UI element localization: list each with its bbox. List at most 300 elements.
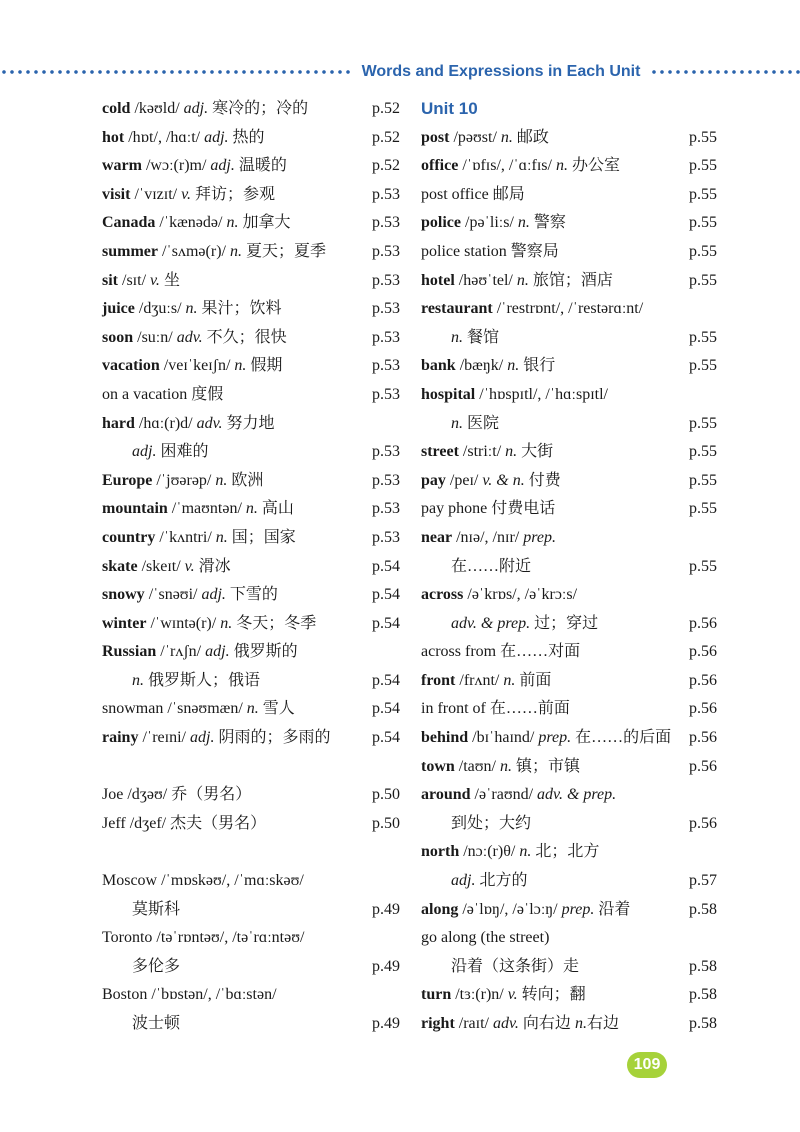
entry-text <box>102 181 275 210</box>
part-of-speech: adj. <box>204 128 229 146</box>
part-of-speech: adj. <box>132 443 157 461</box>
pronunciation: /skeɪt/ <box>137 557 185 575</box>
entry-text <box>421 838 599 867</box>
entry-text <box>451 610 598 639</box>
page-ref: p.49 <box>372 900 400 918</box>
vocab-entry <box>102 124 400 153</box>
definition: 果汁；饮料 <box>197 300 282 318</box>
vocab-entry <box>421 381 717 410</box>
definition: 困难的 <box>156 443 209 461</box>
pronunciation: /pəʊst/ <box>449 128 501 146</box>
page-ref: p.56 <box>689 614 717 632</box>
pronunciation: /taʊn/ <box>454 757 500 775</box>
pronunciation: post office 邮局 <box>421 185 525 203</box>
headword: warm <box>102 157 142 175</box>
definition: 俄罗斯人；俄语 <box>144 671 261 689</box>
pronunciation: /peɪ/ <box>445 471 483 489</box>
part-of-speech: adv. <box>493 1015 519 1032</box>
vocab-entry <box>421 753 717 782</box>
headword: across <box>421 586 464 604</box>
pronunciation: /ˈjʊərəp/ <box>152 471 216 489</box>
pronunciation: /tɜː(r)n/ <box>451 986 508 1004</box>
vocab-entry <box>102 896 400 925</box>
headword: hotel <box>421 271 455 289</box>
part-of-speech: v. <box>150 271 160 289</box>
headword: turn <box>421 986 452 1004</box>
page-ref: p.56 <box>689 729 717 747</box>
headword: snowy <box>102 586 145 604</box>
part-of-speech: n. <box>574 1015 587 1032</box>
vocab-entry <box>102 95 400 124</box>
entry-text <box>421 438 553 467</box>
entry-text <box>421 753 580 782</box>
page-ref: p.57 <box>689 872 717 890</box>
entry-text <box>102 152 287 181</box>
vocab-entry <box>102 524 400 553</box>
definition: 不久；很快 <box>202 328 287 346</box>
pronunciation: /ˈkʌntri/ <box>155 528 216 546</box>
page-ref: p.53 <box>372 443 400 461</box>
vocab-entry <box>421 953 717 982</box>
vocab-entry <box>421 238 717 267</box>
definition: 餐馆 <box>463 328 500 346</box>
pronunciation: /əˈraʊnd/ <box>470 786 538 804</box>
vocab-entry <box>421 724 717 753</box>
page-ref: p.54 <box>372 700 400 718</box>
pronunciation: /kəʊld/ <box>130 100 184 117</box>
entry-text <box>421 238 559 267</box>
definition: 欧洲 <box>227 471 264 489</box>
vocab-entry <box>102 695 400 724</box>
vocab-entry <box>421 352 717 381</box>
vocab-entry <box>102 295 400 324</box>
definition: 滑冰 <box>194 557 231 575</box>
pronunciation: police station 警察局 <box>421 242 559 260</box>
page-ref: p.55 <box>689 157 717 175</box>
pronunciation: Joe /dʒəʊ/ 乔（男名） <box>102 786 252 804</box>
vocab-entry <box>421 267 717 296</box>
entry-text <box>421 209 566 238</box>
vocab-entry <box>421 867 717 896</box>
pronunciation: /ˈhɒspɪtl/, /ˈhɑːspɪtl/ <box>475 385 608 403</box>
headword: police <box>421 214 461 232</box>
headword: mountain <box>102 500 168 518</box>
right-column <box>421 95 717 1039</box>
part-of-speech: n. <box>185 300 198 318</box>
pronunciation: go along (the street) <box>421 929 550 947</box>
part-of-speech: n. <box>503 671 516 689</box>
blank-line <box>102 753 400 782</box>
page-ref: p.53 <box>372 242 400 260</box>
definition: 在……的后面 <box>571 729 672 747</box>
page-ref: p.54 <box>372 557 400 575</box>
page-ref: p.53 <box>372 185 400 203</box>
entry-text <box>421 467 561 496</box>
vocab-entry <box>421 810 717 839</box>
definition: 下雪的 <box>225 586 278 604</box>
headword: soon <box>102 328 134 346</box>
definition: 镇；市镇 <box>512 757 581 775</box>
pronunciation: Unit 10 <box>421 99 478 118</box>
page-ref: p.54 <box>372 671 400 689</box>
definition: 假期 <box>246 357 283 375</box>
part-of-speech: n. <box>451 328 463 346</box>
definition: 警察 <box>529 214 566 232</box>
page-ref: p.49 <box>372 957 400 975</box>
entry-text <box>102 810 266 839</box>
vocab-entry <box>421 524 717 553</box>
vocab-entry <box>421 324 717 353</box>
definition: 过；穿过 <box>530 614 599 632</box>
vocab-entry <box>421 781 717 810</box>
page-ref: p.53 <box>372 214 400 232</box>
vocab-entry <box>102 810 400 839</box>
entry-text <box>421 267 613 296</box>
pronunciation: snowman /ˈsnəʊmæn/ <box>102 700 247 718</box>
entry-text <box>421 667 551 696</box>
pronunciation: /veɪˈkeɪʃn/ <box>159 357 235 375</box>
entry-text <box>451 810 531 839</box>
headword: post <box>421 128 450 146</box>
pronunciation: on a vacation 度假 <box>102 385 224 403</box>
pronunciation: /həʊˈtel/ <box>454 271 517 289</box>
part-of-speech: n. <box>215 471 228 489</box>
page-ref: p.55 <box>689 557 717 575</box>
part-of-speech: prep. <box>561 900 595 918</box>
vocab-entry <box>102 953 400 982</box>
pronunciation: /dʒuːs/ <box>134 300 186 318</box>
vocab-entry <box>421 124 717 153</box>
headword: Europe <box>102 471 153 489</box>
pronunciation: in front of 在……前面 <box>421 700 570 718</box>
entry-text <box>102 238 326 267</box>
entry-text <box>421 295 643 324</box>
page-ref: p.53 <box>372 328 400 346</box>
part-of-speech: v. <box>507 986 518 1004</box>
part-of-speech: v. & n. <box>482 471 525 489</box>
dotted-rule-left <box>0 70 350 74</box>
vocab-entry <box>421 924 717 953</box>
headword: sit <box>102 271 118 289</box>
page-number-badge: 109 <box>627 1052 667 1078</box>
part-of-speech: adj. <box>201 586 226 604</box>
pronunciation: /hɒt/, /hɑːt/ <box>124 128 205 146</box>
pronunciation: 沿着（这条街）走 <box>451 957 580 975</box>
page-ref: p.53 <box>372 385 400 403</box>
entry-text <box>102 638 298 667</box>
vocab-entry <box>421 896 717 925</box>
definition: 银行 <box>519 357 556 375</box>
entry-text <box>421 781 616 810</box>
entry-text <box>132 667 260 696</box>
entry-text <box>451 953 579 982</box>
vocab-entry <box>102 438 400 467</box>
entry-text <box>102 95 308 124</box>
definition: 俄罗斯的 <box>229 643 298 661</box>
definition: 右边 <box>586 1015 619 1032</box>
vocab-entry <box>102 553 400 582</box>
vocab-entry <box>102 181 400 210</box>
part-of-speech: n. <box>229 242 242 260</box>
pronunciation: pay phone 付费电话 <box>421 500 556 518</box>
definition: 努力地 <box>222 414 275 432</box>
pronunciation: /striːt/ <box>458 443 506 461</box>
vocab-entry <box>421 638 717 667</box>
entry-text <box>451 553 531 582</box>
page-ref: p.58 <box>689 986 717 1004</box>
vocab-entry <box>102 209 400 238</box>
page-ref: p.55 <box>689 414 717 432</box>
entry-text <box>421 724 671 753</box>
headword: near <box>421 528 453 546</box>
entry-text <box>421 124 549 153</box>
definition: 邮政 <box>512 128 549 146</box>
pronunciation: /pəˈliːs/ <box>461 214 518 232</box>
vocab-entry <box>102 152 400 181</box>
pronunciation: /ˈkænədə/ <box>155 214 227 232</box>
page-ref: p.54 <box>372 729 400 747</box>
entry-text <box>102 610 316 639</box>
pronunciation: /ˈrestrɒnt/, /ˈrestərɑːnt/ <box>492 300 644 318</box>
entry-text <box>421 181 525 210</box>
headword: rainy <box>102 729 139 747</box>
part-of-speech: adj. <box>190 729 215 747</box>
definition: 向右边 <box>518 1015 575 1032</box>
pronunciation: /ˈmaʊntən/ <box>167 500 246 518</box>
definition: 转向；翻 <box>517 986 586 1004</box>
page-ref: p.52 <box>372 100 400 117</box>
page-ref: p.55 <box>689 328 717 346</box>
page-ref: p.52 <box>372 157 400 175</box>
pronunciation: /nɔː(r)θ/ <box>459 843 520 861</box>
vocab-entry <box>421 838 717 867</box>
page-ref: p.56 <box>689 757 717 775</box>
page-ref: p.56 <box>689 643 717 661</box>
pronunciation: /əˈlɒŋ/, /əˈlɔːŋ/ <box>458 900 562 918</box>
headword: town <box>421 757 455 775</box>
entry-text <box>421 352 555 381</box>
entry-text <box>102 581 278 610</box>
part-of-speech: n. <box>234 357 247 375</box>
vocab-entry <box>421 438 717 467</box>
page-ref: p.53 <box>372 357 400 375</box>
vocab-entry <box>421 295 717 324</box>
part-of-speech: n. <box>516 271 529 289</box>
vocab-entry <box>421 695 717 724</box>
headword: street <box>421 443 459 461</box>
vocab-entry <box>421 610 717 639</box>
pronunciation: 在……附近 <box>451 557 532 575</box>
vocab-entry <box>102 352 400 381</box>
definition: 热的 <box>228 128 265 146</box>
headword: Canada <box>102 214 156 232</box>
definition: 夏天；夏季 <box>241 242 326 260</box>
headword: pay <box>421 471 446 489</box>
entry-text <box>421 695 570 724</box>
part-of-speech: n. <box>500 128 513 146</box>
page-ref: p.55 <box>689 128 717 146</box>
vocab-entry <box>421 667 717 696</box>
part-of-speech: n. <box>220 614 233 632</box>
definition: 北；北方 <box>531 843 600 861</box>
part-of-speech: n. <box>215 528 228 546</box>
vocab-entry <box>102 467 400 496</box>
vocab-entry <box>102 867 400 896</box>
vocab-entry <box>421 152 717 181</box>
entry-text <box>421 924 549 953</box>
pronunciation: Jeff /dʒef/ 杰夫（男名） <box>102 814 267 832</box>
entry-text <box>102 924 304 953</box>
entry-text <box>132 896 180 925</box>
headword: juice <box>102 300 135 318</box>
headword: office <box>421 157 459 175</box>
headword: country <box>102 528 156 546</box>
vocab-entry <box>421 553 717 582</box>
headword: visit <box>102 185 131 203</box>
headword: bank <box>421 357 456 375</box>
headword: Russian <box>102 643 157 661</box>
vocab-entry <box>421 467 717 496</box>
entry-text <box>421 95 478 124</box>
blank-line <box>102 838 400 867</box>
entry-text <box>102 410 275 439</box>
headword: winter <box>102 614 147 632</box>
entry-text <box>102 695 295 724</box>
headword: right <box>421 1015 455 1032</box>
entry-text <box>102 867 304 896</box>
vocab-entry <box>102 495 400 524</box>
part-of-speech: n. <box>505 443 518 461</box>
pronunciation: Toronto /təˈrɒntəʊ/, /təˈrɑːntəʊ/ <box>102 929 305 947</box>
definition: 温暖的 <box>234 157 287 175</box>
vocab-entry <box>102 381 400 410</box>
page-ref: p.56 <box>689 814 717 832</box>
part-of-speech: v. <box>184 557 195 575</box>
vocab-entry <box>102 581 400 610</box>
part-of-speech: adj. <box>210 157 235 175</box>
page-ref: p.58 <box>689 900 717 918</box>
entry-text <box>421 152 620 181</box>
vocab-entry <box>421 981 717 1010</box>
entry-text <box>102 553 231 582</box>
entry-text <box>102 381 223 410</box>
header-title: Words and Expressions in Each Unit <box>361 63 641 80</box>
entry-text <box>421 495 555 524</box>
entry-text <box>102 724 330 753</box>
entry-text <box>102 124 265 153</box>
part-of-speech: n. <box>245 500 258 518</box>
pronunciation: /bæŋk/ <box>455 357 508 375</box>
definition: 拜访；参观 <box>191 185 276 203</box>
pronunciation: /wɔː(r)m/ <box>141 157 211 175</box>
page-ref: p.55 <box>689 500 717 518</box>
page-ref: p.49 <box>372 1015 400 1032</box>
pronunciation: 多伦多 <box>132 957 181 975</box>
pronunciation: /ˈsʌmə(r)/ <box>157 242 230 260</box>
vocab-entry <box>102 638 400 667</box>
vocab-entry <box>102 724 400 753</box>
pronunciation: 莫斯科 <box>132 900 181 918</box>
pronunciation: /bɪˈhaɪnd/ <box>468 729 539 747</box>
entry-text <box>102 267 180 296</box>
pronunciation: 到处；大约 <box>451 814 532 832</box>
pronunciation: across from 在……对面 <box>421 643 581 661</box>
definition: 加拿大 <box>238 214 291 232</box>
vocab-entry <box>421 1010 717 1039</box>
definition: 高山 <box>257 500 294 518</box>
page-ref: p.55 <box>689 271 717 289</box>
vocab-entry <box>421 410 717 439</box>
definition: 北方的 <box>475 872 528 890</box>
pronunciation: Moscow /ˈmɒskəʊ/, /ˈmɑːskəʊ/ <box>102 872 304 890</box>
entry-text <box>132 953 180 982</box>
entry-text <box>102 781 251 810</box>
part-of-speech: adv. & prep. <box>537 786 617 804</box>
part-of-speech: n. <box>517 214 530 232</box>
vocab-entry <box>102 781 400 810</box>
entry-text <box>102 295 282 324</box>
vocab-entry <box>421 581 717 610</box>
entry-text <box>102 524 296 553</box>
entry-text <box>451 324 499 353</box>
part-of-speech: adj. <box>183 100 209 117</box>
vocab-entry <box>421 495 717 524</box>
headword: hot <box>102 128 125 146</box>
entry-text <box>102 495 294 524</box>
pronunciation: /ˈsnəʊi/ <box>144 586 202 604</box>
headword: vacation <box>102 357 160 375</box>
definition: 阴雨的；多雨的 <box>214 729 331 747</box>
pronunciation: /raɪt/ <box>454 1015 493 1032</box>
vocab-entry <box>421 209 717 238</box>
definition: 沿着 <box>594 900 631 918</box>
headword: hospital <box>421 385 476 403</box>
part-of-speech: prep. <box>538 729 572 747</box>
definition: 寒冷的；冷的 <box>208 100 309 117</box>
part-of-speech: v. <box>181 185 192 203</box>
part-of-speech: n. <box>500 757 512 775</box>
definition: 冬天；冬季 <box>232 614 317 632</box>
entry-text <box>102 981 277 1010</box>
pronunciation: Boston /ˈbɒstən/, /ˈbɑːstən/ <box>102 986 277 1004</box>
vocab-entry <box>102 267 400 296</box>
vocab-entry <box>102 238 400 267</box>
definition: 旅馆；酒店 <box>528 271 613 289</box>
headword: restaurant <box>421 300 493 318</box>
pronunciation: /ˈreɪni/ <box>138 729 190 747</box>
entry-text <box>102 467 263 496</box>
vocab-entry <box>102 924 400 953</box>
part-of-speech: n. <box>519 843 532 861</box>
entry-text <box>421 981 586 1010</box>
page-ref: p.53 <box>372 500 400 518</box>
part-of-speech: adv. <box>176 328 203 346</box>
definition: 医院 <box>463 414 500 432</box>
part-of-speech: n. <box>226 214 239 232</box>
definition: 大街 <box>517 443 554 461</box>
part-of-speech: adj. <box>451 872 476 890</box>
entry-text <box>421 896 630 925</box>
headword: around <box>421 786 471 804</box>
page-ref: p.55 <box>689 471 717 489</box>
part-of-speech: n. <box>246 700 259 718</box>
part-of-speech: adj. <box>205 643 230 661</box>
entry-text <box>102 324 287 353</box>
part-of-speech: n. <box>132 671 144 689</box>
page-ref: p.50 <box>372 786 400 804</box>
definition: 办公室 <box>567 157 620 175</box>
pronunciation: /suːn/ <box>133 328 177 346</box>
